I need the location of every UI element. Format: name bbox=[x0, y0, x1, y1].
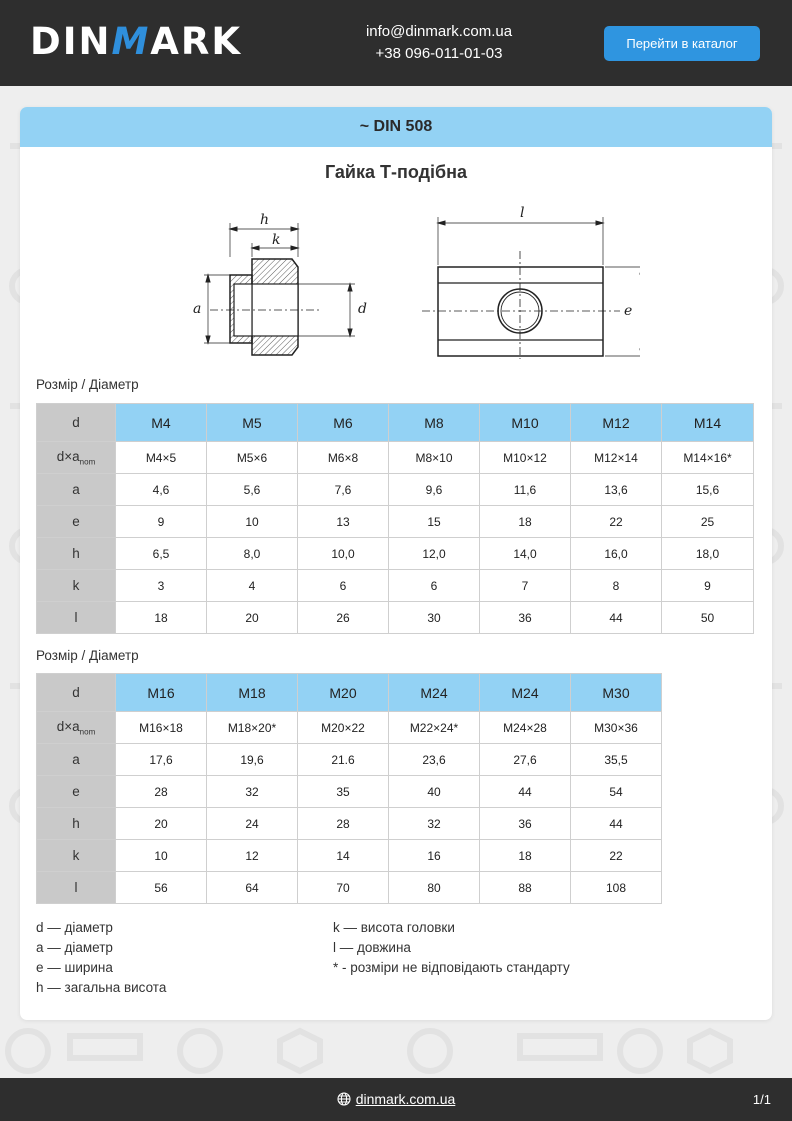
table-cell: 4,6 bbox=[116, 474, 207, 506]
column-header: M30 bbox=[571, 674, 662, 712]
table-cell: M10×12 bbox=[480, 442, 571, 474]
table-cell: 54 bbox=[571, 776, 662, 808]
column-header: M5 bbox=[207, 404, 298, 442]
table-cell: 18 bbox=[480, 506, 571, 538]
table-cell: 8 bbox=[571, 570, 662, 602]
table-cell: M18×20* bbox=[207, 712, 298, 744]
table-cell: 11,6 bbox=[480, 474, 571, 506]
column-header: M16 bbox=[116, 674, 207, 712]
table-cell: 14 bbox=[298, 840, 389, 872]
table-cell: 7,6 bbox=[298, 474, 389, 506]
row-header: k bbox=[37, 840, 116, 872]
page-number: 1/1 bbox=[752, 1092, 771, 1107]
footer-site-text: dinmark.com.ua bbox=[355, 1091, 456, 1107]
column-header: M14 bbox=[662, 404, 754, 442]
table-cell: M30×36 bbox=[571, 712, 662, 744]
label-h: h bbox=[260, 212, 270, 228]
table-cell: 20 bbox=[207, 602, 298, 634]
table-cell: 12,0 bbox=[389, 538, 480, 570]
legend-item: h — загальна висота bbox=[36, 980, 167, 995]
table-cell: 27,6 bbox=[480, 744, 571, 776]
table-cell: 10,0 bbox=[298, 538, 389, 570]
legend-item: a — діаметр bbox=[36, 940, 113, 955]
technical-drawing bbox=[160, 199, 640, 359]
table-cell: 6 bbox=[389, 570, 480, 602]
table-cell: 13 bbox=[298, 506, 389, 538]
table1-label: Розмір / Діаметр bbox=[36, 377, 139, 392]
table-cell: 20 bbox=[116, 808, 207, 840]
table-cell: 36 bbox=[480, 602, 571, 634]
table-cell: 24 bbox=[207, 808, 298, 840]
table-row bbox=[37, 840, 754, 872]
table2-label: Розмір / Діаметр bbox=[36, 648, 139, 663]
corner-cell: d bbox=[37, 674, 116, 712]
column-header: M4 bbox=[116, 404, 207, 442]
table-cell: M14×16* bbox=[662, 442, 754, 474]
column-header: M12 bbox=[571, 404, 662, 442]
table-cell: 32 bbox=[207, 776, 298, 808]
row-header: a bbox=[37, 474, 116, 506]
table-cell: 26 bbox=[298, 602, 389, 634]
table-cell: 35 bbox=[298, 776, 389, 808]
table-row bbox=[37, 776, 754, 808]
table-cell: 9,6 bbox=[389, 474, 480, 506]
table-row bbox=[37, 538, 754, 570]
table-cell: 64 bbox=[207, 872, 298, 904]
table-cell: 14,0 bbox=[480, 538, 571, 570]
table-cell: 9 bbox=[116, 506, 207, 538]
label-e: e bbox=[624, 303, 633, 319]
table-cell: 17,6 bbox=[116, 744, 207, 776]
table-cell: M16×18 bbox=[116, 712, 207, 744]
table-row bbox=[37, 442, 754, 474]
legend-right bbox=[333, 918, 570, 978]
contacts bbox=[339, 21, 539, 65]
column-header: M18 bbox=[207, 674, 298, 712]
table-cell: 6 bbox=[298, 570, 389, 602]
table-cell: 18,0 bbox=[662, 538, 754, 570]
table-cell: 70 bbox=[298, 872, 389, 904]
table-cell: 16 bbox=[389, 840, 480, 872]
table-cell: 23,6 bbox=[389, 744, 480, 776]
legend-item: l — довжина bbox=[333, 940, 411, 955]
table-cell: 28 bbox=[298, 808, 389, 840]
row-header: a bbox=[37, 744, 116, 776]
table-cell: 13,6 bbox=[571, 474, 662, 506]
table-cell: 80 bbox=[389, 872, 480, 904]
product-card bbox=[20, 107, 772, 1020]
table-cell: 15,6 bbox=[662, 474, 754, 506]
column-header: M8 bbox=[389, 404, 480, 442]
table-cell: 18 bbox=[116, 602, 207, 634]
table-cell: 44 bbox=[571, 808, 662, 840]
table-header-row bbox=[37, 404, 754, 442]
corner-cell: d bbox=[37, 404, 116, 442]
column-header: M24 bbox=[480, 674, 571, 712]
table-cell: 44 bbox=[571, 602, 662, 634]
standard-banner: ~ DIN 508 bbox=[20, 107, 772, 147]
footer-bar bbox=[0, 1078, 792, 1121]
table-row bbox=[37, 570, 754, 602]
table-cell: 44 bbox=[480, 776, 571, 808]
table-row bbox=[37, 506, 754, 538]
table-cell: 10 bbox=[116, 840, 207, 872]
top-bar bbox=[0, 0, 792, 86]
catalog-button[interactable]: Перейти в каталог bbox=[604, 26, 760, 61]
table-cell: M8×10 bbox=[389, 442, 480, 474]
table-cell: 5,6 bbox=[207, 474, 298, 506]
table-row bbox=[37, 872, 754, 904]
table-cell: 10 bbox=[207, 506, 298, 538]
column-header: M10 bbox=[480, 404, 571, 442]
table-cell: 6,5 bbox=[116, 538, 207, 570]
table-cell: 35,5 bbox=[571, 744, 662, 776]
size-table-2 bbox=[36, 673, 754, 904]
product-title: Гайка Т-подібна bbox=[324, 162, 468, 182]
label-k: k bbox=[272, 232, 281, 248]
email-link[interactable]: info@dinmark.com.ua bbox=[365, 23, 513, 40]
label-a: a bbox=[193, 301, 202, 317]
table-cell: 28 bbox=[116, 776, 207, 808]
table-cell: 9 bbox=[662, 570, 754, 602]
table-row bbox=[37, 602, 754, 634]
table-cell: 12 bbox=[207, 840, 298, 872]
row-header: h bbox=[37, 538, 116, 570]
logo-text: DINMARK bbox=[30, 20, 243, 63]
table-cell: 4 bbox=[207, 570, 298, 602]
table-cell: 88 bbox=[480, 872, 571, 904]
row-header: l bbox=[37, 602, 116, 634]
legend-left bbox=[36, 918, 166, 998]
row-header: $d\times a_{nom}$ bbox=[37, 712, 116, 744]
table-cell: M22×24* bbox=[389, 712, 480, 744]
table-row bbox=[37, 744, 754, 776]
table-cell: 22 bbox=[571, 506, 662, 538]
legend-item: e — ширина bbox=[36, 960, 113, 975]
legend-item: * - розміри не відповідають стандарту bbox=[333, 960, 570, 975]
table-cell: 3 bbox=[116, 570, 207, 602]
table-cell: M6×8 bbox=[298, 442, 389, 474]
table-cell: 22 bbox=[571, 840, 662, 872]
size-table-1 bbox=[36, 403, 754, 634]
phone-link[interactable]: +38 096-011-01-03 bbox=[375, 45, 503, 62]
table-cell: 21.6 bbox=[298, 744, 389, 776]
table-cell: M20×22 bbox=[298, 712, 389, 744]
table-header-row bbox=[37, 674, 754, 712]
row-header: l bbox=[37, 872, 116, 904]
table-cell: 15 bbox=[389, 506, 480, 538]
table-cell: M4×5 bbox=[116, 442, 207, 474]
table-cell: 25 bbox=[662, 506, 754, 538]
table-cell: 50 bbox=[662, 602, 754, 634]
row-header: e bbox=[37, 776, 116, 808]
label-d: d bbox=[358, 301, 367, 317]
column-header: M6 bbox=[298, 404, 389, 442]
footer-site-link[interactable] bbox=[0, 1078, 792, 1121]
table-row bbox=[37, 712, 754, 744]
table-row bbox=[37, 474, 754, 506]
dinmark-logo[interactable] bbox=[30, 22, 242, 62]
table-cell: 36 bbox=[480, 808, 571, 840]
table-cell: M24×28 bbox=[480, 712, 571, 744]
table-cell: 19,6 bbox=[207, 744, 298, 776]
column-header: M24 bbox=[389, 674, 480, 712]
legend-item: k — висота головки bbox=[333, 920, 455, 935]
row-header: k bbox=[37, 570, 116, 602]
table-cell: 30 bbox=[389, 602, 480, 634]
row-header: h bbox=[37, 808, 116, 840]
table-cell: 16,0 bbox=[571, 538, 662, 570]
nut-top-view bbox=[438, 267, 603, 356]
table-cell: 32 bbox=[389, 808, 480, 840]
table-cell: 18 bbox=[480, 840, 571, 872]
table-cell: M5×6 bbox=[207, 442, 298, 474]
legend-item: d — діаметр bbox=[36, 920, 113, 935]
column-header: M20 bbox=[298, 674, 389, 712]
row-header: e bbox=[37, 506, 116, 538]
table-cell: 56 bbox=[116, 872, 207, 904]
table-cell: 8,0 bbox=[207, 538, 298, 570]
table-row bbox=[37, 808, 754, 840]
row-header: $d\times a_{nom}$ bbox=[37, 442, 116, 474]
table-cell: M12×14 bbox=[571, 442, 662, 474]
table-cell: 40 bbox=[389, 776, 480, 808]
table-cell: 7 bbox=[480, 570, 571, 602]
table-cell: 108 bbox=[571, 872, 662, 904]
label-l: l bbox=[520, 205, 525, 221]
globe-icon bbox=[337, 1092, 351, 1106]
